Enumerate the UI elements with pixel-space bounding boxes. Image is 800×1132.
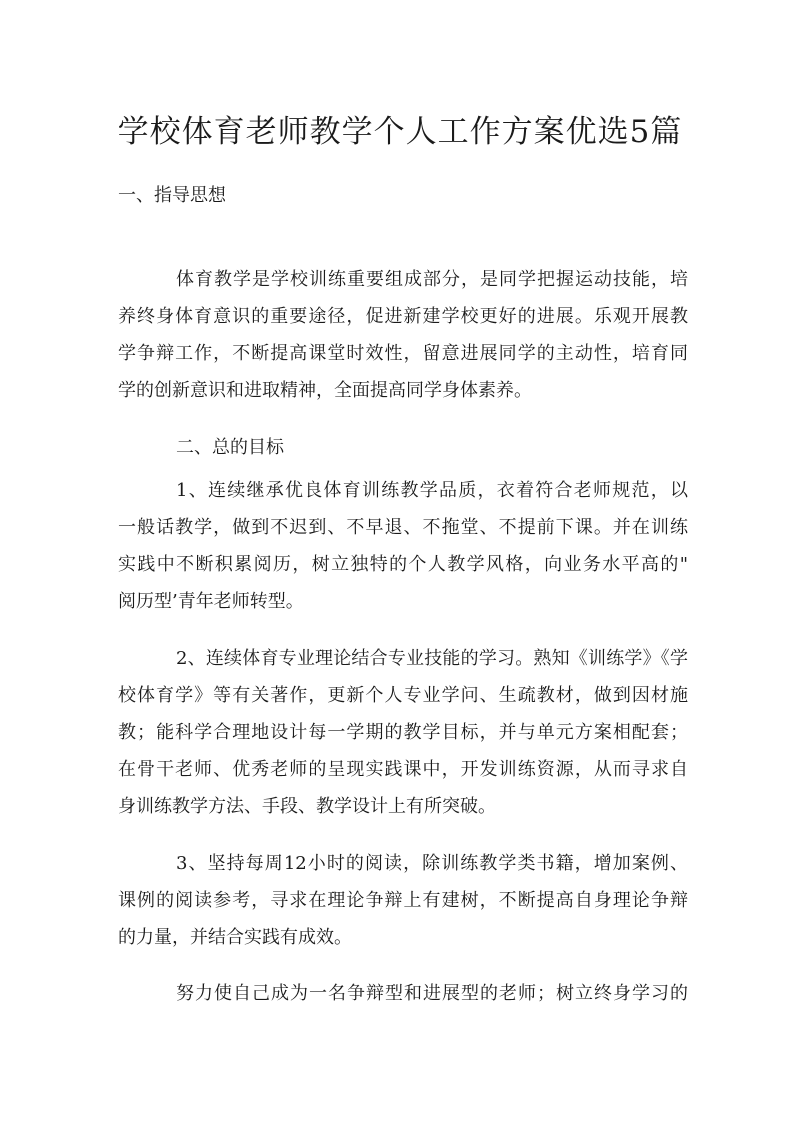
paragraph-line: 1、连续继承优良体育训练教学品质，衣着符合老师规范，以: [176, 480, 688, 501]
paragraph-goal-1: [118, 472, 688, 620]
paragraph-line: 在骨干老师、优秀老师的呈现实践课中，开发训练资源，从而寻求自: [118, 759, 688, 780]
section-heading-overall-goals-block: [118, 429, 688, 466]
paragraph-goal-3: [118, 845, 688, 956]
paragraph-line: 2、连续体育专业理论结合专业技能的学习。熟知《训练学》《学: [176, 648, 688, 669]
document-title: 学校体育老师教学个人工作方案优选5篇: [117, 114, 683, 150]
section-heading-overall-goals: 二、总的目标: [176, 437, 284, 458]
paragraph-line: 学的创新意识和进取精神，全面提高同学身体素养。: [118, 380, 532, 401]
paragraph-line: 学争辩工作，不断提高课堂时效性，留意进展同学的主动性，培育同: [118, 343, 688, 364]
paragraph-line: 教；能科学合理地设计每一学期的教学目标，并与单元方案相配套；: [118, 722, 688, 743]
paragraph-line: 实践中不断积累阅历，树立独特的个人教学风格，向业务水平高的": [118, 554, 688, 575]
paragraph-guiding-ideology: [118, 261, 688, 409]
paragraph-line: 养终身体育意识的重要途径，促进新建学校更好的进展。乐观开展教: [118, 306, 688, 327]
paragraph-line: 体育教学是学校训练重要组成部分，是同学把握运动技能，培: [176, 269, 688, 290]
paragraph-line: 的力量，并结合实践有成效。: [118, 927, 352, 948]
paragraph-line: 身训练教学方法、手段、教学设计上有所突破。: [118, 796, 496, 817]
paragraph-goal-2: [118, 640, 688, 825]
paragraph-line: 校体育学》等有关著作，更新个人专业学问、生疏教材，做到因材施: [118, 685, 688, 706]
paragraph-effort: [118, 975, 688, 1012]
paragraph-line: 一般话教学，做到不迟到、不早退、不拖堂、不提前下课。并在训练: [118, 517, 688, 538]
section-heading-guiding-ideology: 一、指导思想: [118, 185, 226, 206]
paragraph-line: 3、坚持每周12小时的阅读，除训练教学类书籍，增加案例、: [176, 853, 688, 874]
paragraph-line: 课例的阅读参考，寻求在理论争辩上有建树，不断提高自身理论争辩: [118, 890, 688, 911]
paragraph-line: 努力使自己成为一名争辩型和进展型的老师；树立终身学习的: [176, 983, 688, 1004]
paragraph-line: 阅历型’青年老师转型。: [118, 591, 304, 612]
